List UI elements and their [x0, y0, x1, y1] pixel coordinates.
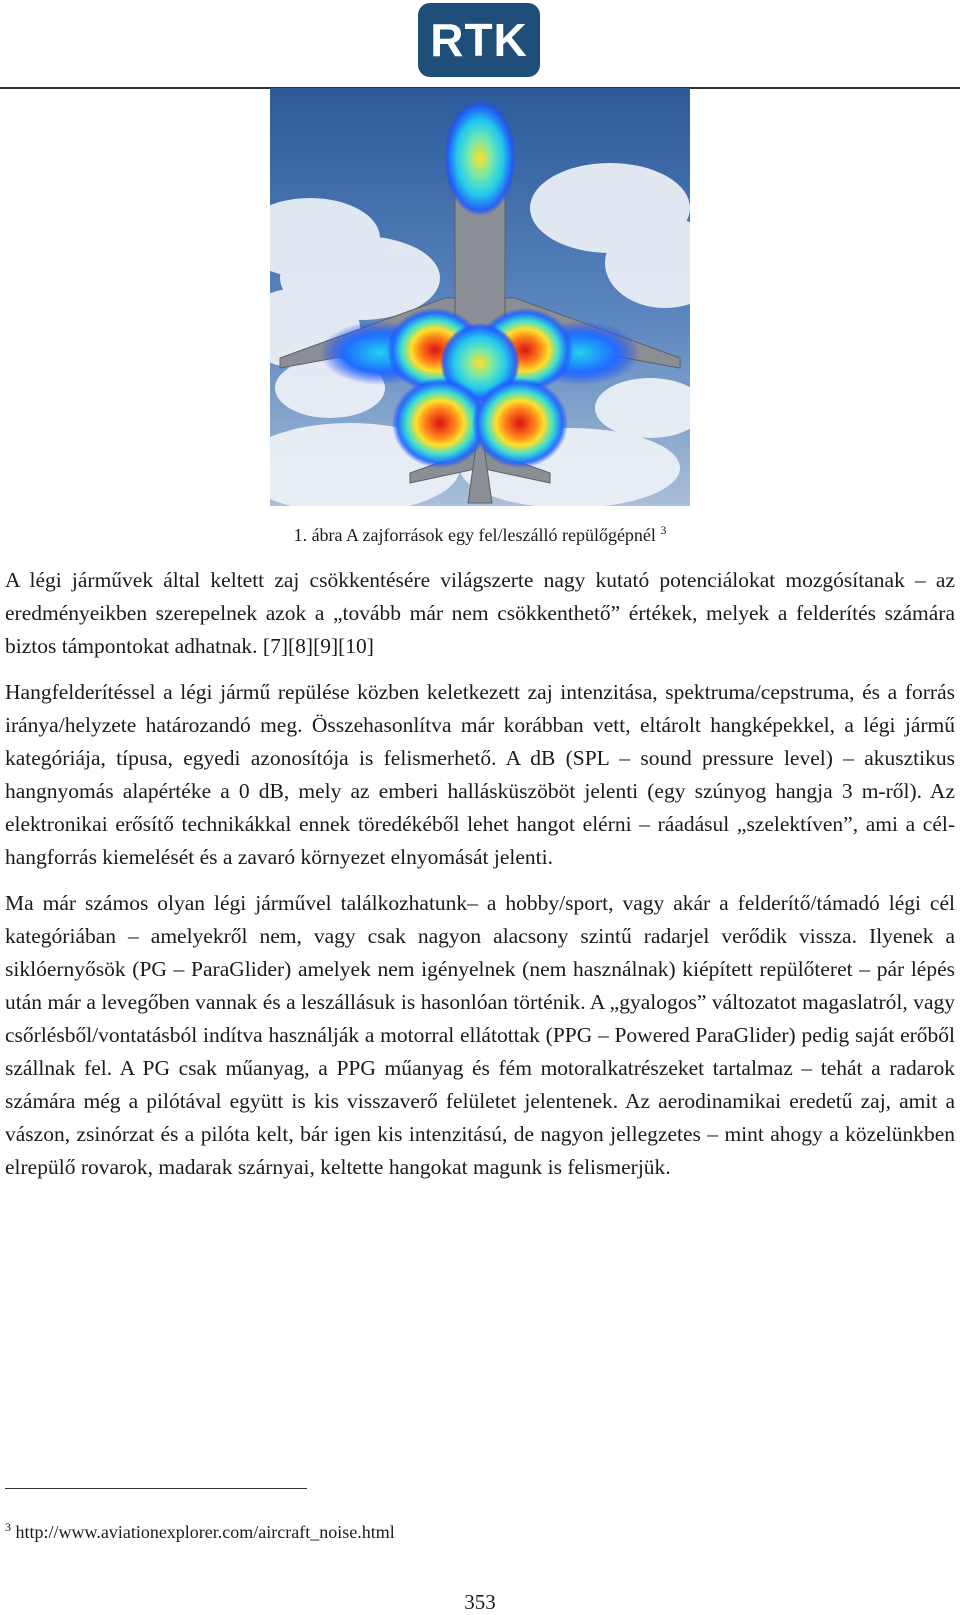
logo-text: RTK: [430, 14, 528, 66]
rtk-logo: [418, 3, 540, 77]
footnote-number: 3: [5, 1520, 11, 1534]
footnote-link[interactable]: http://www.aviationexplorer.com/aircraft_noise.html: [15, 1522, 395, 1542]
noise-heatmap-image: [270, 88, 690, 506]
caption-text: 1. ábra A zajforrások egy fel/leszálló repülőgépnél: [293, 525, 656, 545]
page-number: 353: [464, 1590, 496, 1614]
footnote: [5, 1520, 395, 1543]
figure-caption: [0, 523, 960, 546]
aircraft-noise-figure: [270, 88, 690, 506]
paragraph-3: Ma már számos olyan légi járművel találkozhatunk– a hobby/sport, vagy akár a felderítő/támadó légi cél kategóriában – amelyekről nem, vagy csak nagyon alacsony szintű radarjel verődik vissza. Ilyenek a siklóernyősök (PG – ParaGlider) amelyek nem igényelnek (nem használnak) kiépített repülőteret – pár lépés után már a levegőben vannak és a leszállásuk is hasonlóan történik. A „gyalogos” változatot magaslatról, vagy csőrlésből/vontatásból indítva használják a motorral ellátottak (PPG – Powered ParaGlider) pedig saját erőből szállnak fel. A PG csak műanyag, a PPG műanyag és fém motoralkatrészeket tartalmaz – tehát a radarok számára még a pilótával együtt is kis visszaverő felületet jelentenek. Az aerodinamikai eredetű zaj, amit a vászon, zsinórzat és a pilóta kelt, bár igen kis intenzitású, de nagyon jellegzetes – mint ahogy a közelünkben elrepülő rovarok, madarak szárnyai, keltette hangokat magunk is felismerjük.: [5, 891, 955, 1179]
caption-footnote-ref: 3: [660, 523, 667, 537]
footnote-divider: [5, 1488, 307, 1489]
paragraph-2: Hangfelderítéssel a légi jármű repülése közben keletkezett zaj intenzitása, spektruma/cepstruma, és a forrás iránya/helyzete határozandó meg. Összehasonlítva már korábban vett, eltárolt hangképekkel, a légi jármű kategóriája, típusa, egyedi azonosítója is felismerhető. A dB (SPL – sound pressure level) – akusztikus hangnyomás alapértéke a 0 dB, mely az emberi hallásküszöböt jelenti (egy szúnyog hangja 3 m-ről). Az elektronikai erősítő technikákkal ennek töredékéből lehet hangot elérni – ráadásul „szelektíven”, ami a cél-hangforrás kiemelését és a zavaró környezet elnyomását jelenti.: [5, 680, 955, 869]
body-text: [5, 564, 955, 1197]
paragraph-1: A légi járművek által keltett zaj csökkentésére világszerte nagy kutató potenciálokat mozgósítanak – az eredményeikben szerepelnek azok a „tovább már nem csökkenthető” értékek, melyek a felderítés számára biztos támpontokat adhatnak. [7][8][9][10]: [5, 568, 955, 658]
